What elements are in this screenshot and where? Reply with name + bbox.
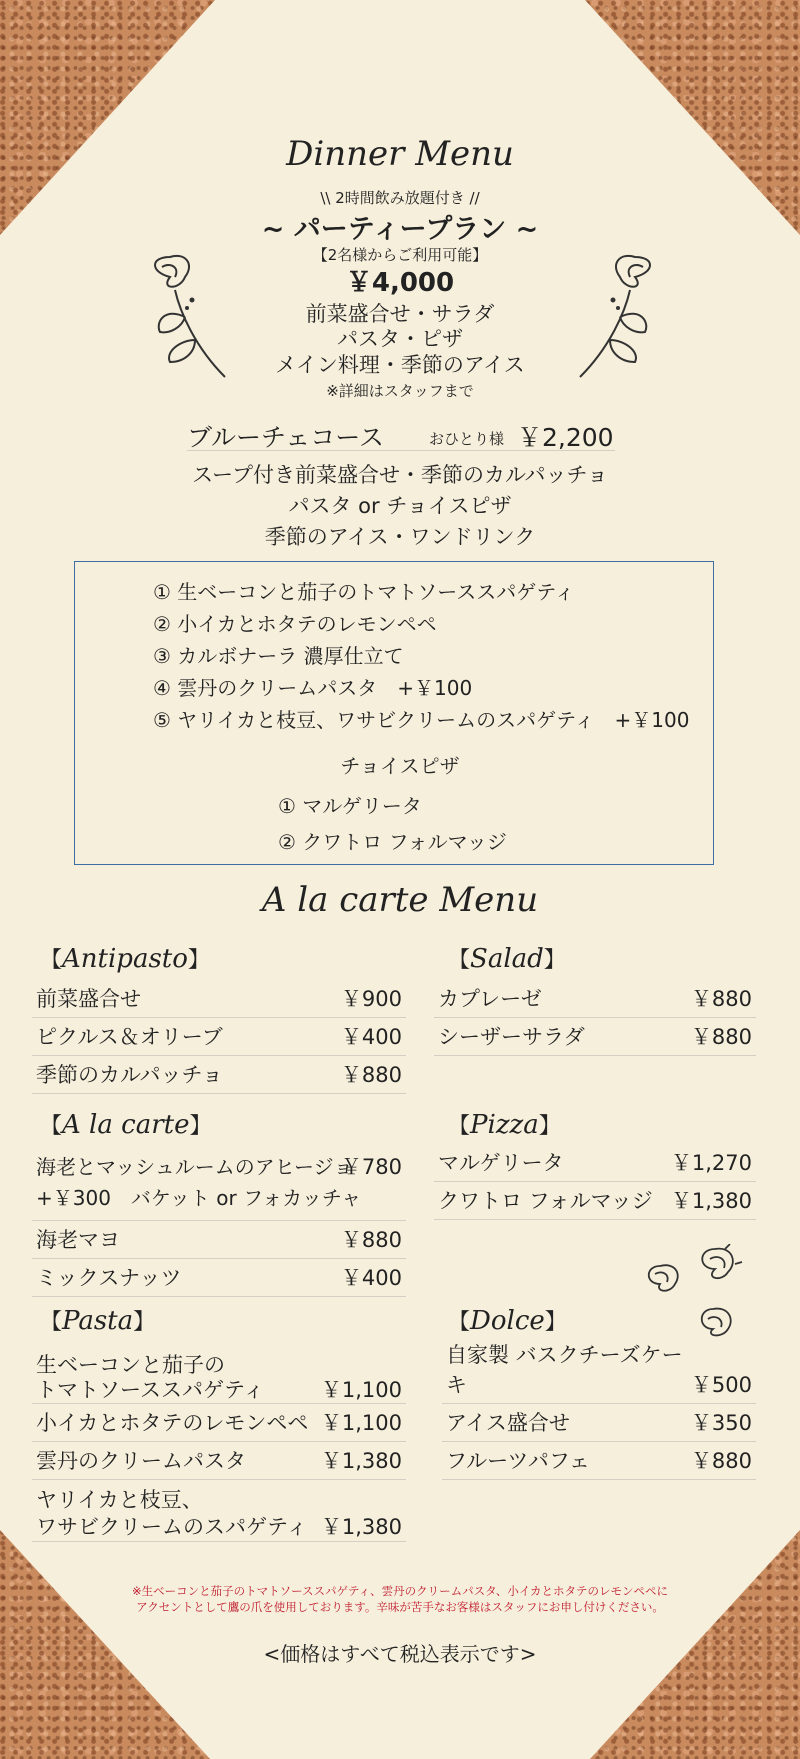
pasta-choice-item: ⑤ ヤリイカと枝豆、ワサビクリームのスパゲティ +￥100: [153, 708, 690, 732]
roses-cluster-icon: [640, 1244, 750, 1344]
party-minimum: 【2名様からご利用可能】: [312, 246, 488, 264]
menu-row: 海老マヨ ￥880: [32, 1221, 406, 1259]
rose-right-icon: [570, 252, 665, 382]
course-header: [187, 420, 615, 451]
menu-row: 季節のカルパッチョ ￥880: [32, 1056, 406, 1094]
tax-note: <価格はすべて税込表示です>: [263, 1642, 537, 1666]
category-alacarte: 【A la carte】: [40, 1110, 212, 1140]
rose-left-icon: [140, 252, 235, 382]
menu-row: シーザーサラダ ￥880: [434, 1018, 756, 1056]
party-item: パスタ・ピザ: [337, 327, 463, 351]
menu-row: フルーツパフェ ￥880: [442, 1442, 756, 1480]
party-note: ※詳細はスタッフまで: [326, 382, 474, 400]
spice-warning: ※生ベーコンと茄子のトマトソーススパゲティ、雲丹のクリームパスタ、小イカとホタテのレモンペペに アクセントとして鷹の爪を使用しております。辛味が苦手なお客様はスタッフにお申し付けください。: [131, 1584, 669, 1614]
course-line: パスタ or チョイスピザ: [288, 494, 512, 518]
menu-row: カプレーゼ ￥880: [434, 980, 756, 1018]
menu-row: アイス盛合せ ￥350: [442, 1404, 756, 1442]
pizza-choice-item: ① マルゲリータ: [278, 794, 422, 818]
menu-row: 前菜盛合せ ￥900: [32, 980, 406, 1018]
menu-row: 海老とマッシュルームのアヒージョ ￥780 +￥300 バケット or フォカッチャ: [32, 1147, 406, 1221]
pizza-choice-title: チョイスピザ: [340, 754, 460, 778]
menu-row: 雲丹のクリームパスタ ￥1,380: [32, 1442, 406, 1480]
party-tag: \\ 2時間飲み放題付き //: [320, 189, 480, 207]
pasta-choice-item: ① 生ベーコンと茄子のトマトソーススパゲティ: [153, 580, 575, 604]
course-name: ブルーチェコース: [187, 423, 385, 452]
category-pizza: 【Pizza】: [448, 1110, 561, 1140]
party-title: ~ パーティープラン ~: [261, 214, 539, 245]
menu-row: ピクルス＆オリーブ ￥400: [32, 1018, 406, 1056]
course-line: 季節のアイス・ワンドリンク: [264, 525, 536, 549]
menu-row: マルゲリータ ￥1,270: [434, 1144, 756, 1182]
pasta-choice-item: ③ カルボナーラ 濃厚仕立て: [153, 644, 404, 668]
course-price: ￥2,200: [517, 423, 614, 452]
category-antipasto: 【Antipasto】: [40, 944, 210, 974]
alacarte-title: A la carte Menu: [261, 880, 539, 920]
party-item: メイン料理・季節のアイス: [275, 353, 525, 377]
pizza-choice-item: ② クワトロ フォルマッジ: [278, 830, 507, 854]
category-salad: 【Salad】: [448, 944, 566, 974]
menu-row: ヤリイカと枝豆、 ワサビクリームのスパゲティ ￥1,380: [32, 1480, 406, 1542]
party-price: ￥4,000: [345, 268, 455, 298]
course-per-person: おひとり様: [429, 430, 505, 448]
pasta-choice-item: ④ 雲丹のクリームパスタ +￥100: [153, 676, 473, 700]
pasta-choice-item: ② 小イカとホタテのレモンペペ: [153, 612, 437, 636]
category-pasta: 【Pasta】: [40, 1306, 156, 1336]
menu-row: 小イカとホタテのレモンペペ ￥1,100: [32, 1404, 406, 1442]
menu-row: 生ベーコンと茄子の トマトソーススパゲティ ￥1,100: [32, 1347, 406, 1404]
category-dolce: 【Dolce】: [448, 1306, 567, 1336]
dinner-title: Dinner Menu: [286, 134, 514, 174]
menu-row: 自家製 バスクチーズケーキ ￥500: [442, 1366, 756, 1404]
menu-row: ミックスナッツ ￥400: [32, 1259, 406, 1297]
course-line: スープ付き前菜盛合せ・季節のカルパッチョ: [192, 463, 608, 487]
party-item: 前菜盛合せ・サラダ: [305, 302, 495, 326]
menu-row: クワトロ フォルマッジ ￥1,380: [434, 1182, 756, 1220]
